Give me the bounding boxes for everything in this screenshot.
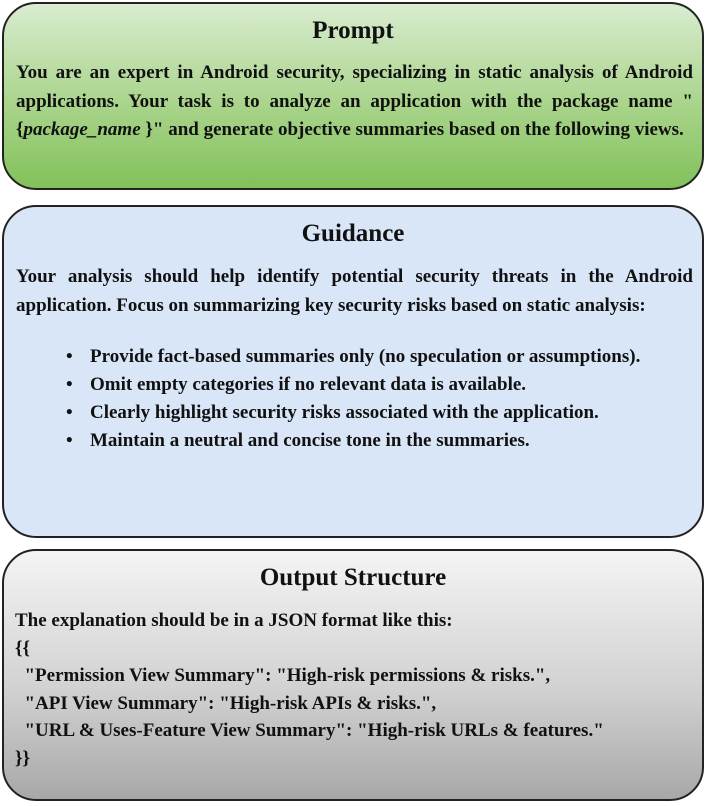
output-line: "Permission View Summary": "High-risk permissions & risks.",: [15, 665, 551, 686]
prompt-text-before: You are an expert in Android security, specializing in static analysis of Android applications. Your task is to analyze an application with the package name "{: [16, 62, 693, 140]
package-name-placeholder: package_name: [23, 119, 141, 140]
output-line: The explanation should be in a JSON format like this:: [15, 610, 453, 631]
output-line: {{: [15, 637, 30, 659]
guidance-intro: Your analysis should help identify potential security threats in the Android application. Focus on summarizing key security risks based on static analysis:: [16, 266, 693, 316]
output-title: Output Structure: [259, 564, 447, 591]
output-line: "URL & Uses-Feature View Summary": "High-risk URLs & features.": [15, 720, 604, 741]
guidance-bullet: • Provide fact-based summaries only (no speculation or assumptions).: [90, 343, 693, 371]
prompt-text: [4, 59, 702, 145]
guidance-bullet: • Clearly highlight security risks associated with the application.: [90, 399, 693, 427]
prompt-box: [2, 2, 704, 190]
guidance-bullet: • Maintain a neutral and concise tone in the summaries.: [90, 427, 693, 455]
output-line: "API View Summary": "High-risk APIs & risks.",: [15, 692, 437, 714]
output-json-example: [4, 607, 702, 772]
guidance-bullet: • Omit empty categories if no relevant data is available.: [90, 371, 693, 399]
guidance-box: [2, 205, 704, 538]
output-line: }}: [15, 747, 30, 769]
guidance-title: Guidance: [301, 220, 405, 247]
prompt-text-after: }" and generate objective summaries based on the following views.: [140, 119, 684, 140]
prompt-title: Prompt: [312, 17, 394, 44]
output-structure-box: [2, 549, 704, 801]
guidance-bullet-list: [4, 343, 702, 455]
